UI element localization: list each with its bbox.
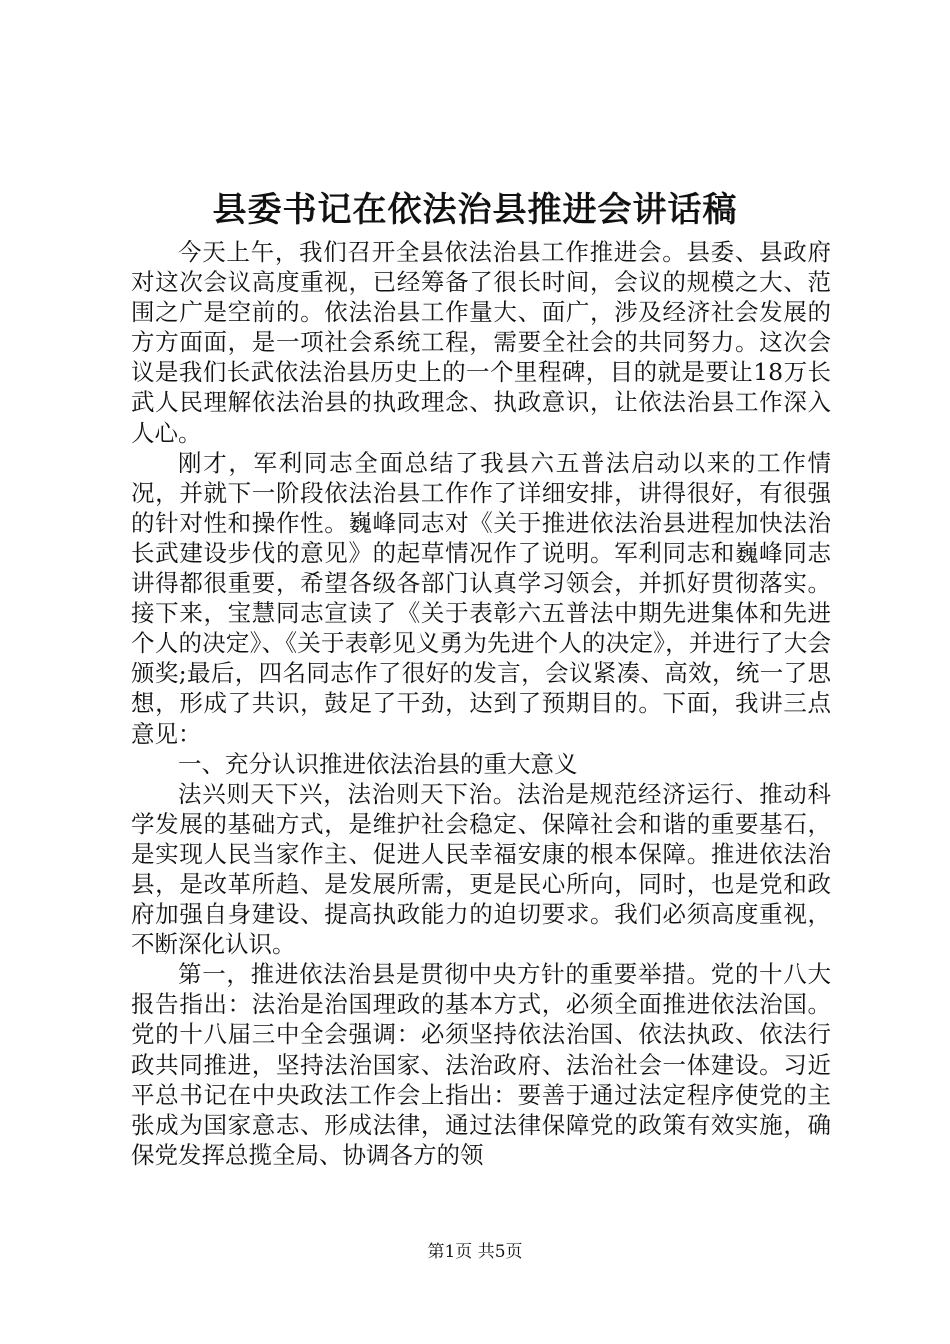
paragraph-review: 刚才，军利同志全面总结了我县六五普法启动以来的工作情况，并就下一阶段依法治县工作作了详细安排，讲得很好，有很强的针对性和操作性。巍峰同志对《关于推进依法治县进程加快法治长武建设步伐的意见》的起草情况作了说明。军利同志和巍峰同志讲得都很重要，希望各级各部门认真学习领会，并抓好贯彻落实。接下来，宝慧同志宣读了《关于表彰六五普法中期先进集体和先进个人的决定》、《关于表彰见义勇为先进个人的决定》，并进行了大会颁奖;最后，四名同志作了很好的发言，会议紧凑、高效，统一了思想，形成了共识，鼓足了干劲，达到了预期目的。下面，我讲三点意见：: [131, 448, 831, 748]
page-footer: 第1页 共5页: [427, 1242, 523, 1262]
section-heading-1: 一、充分认识推进依法治县的重大意义: [178, 749, 578, 778]
paragraph-significance: 法兴则天下兴，法治则天下治。法治是规范经济运行、推动科学发展的基础方式，是维护社会稳定、保障社会和谐的重要基石，是实现人民当家作主、促进人民幸福安康的根本保障。推进依法治县，是改革所趋、是发展所需，更是民心所向，同时，也是党和政府加强自身建设、提高执政能力的迫切要求。我们必须高度重视，不断深化认识。: [131, 779, 831, 959]
paragraph-opening: 今天上午，我们召开全县依法治县工作推进会。县委、县政府对这次会议高度重视，已经筹备了很长时间，会议的规模之大、范围之广是空前的。依法治县工作量大、面广，涉及经济社会发展的方方面面，是一项社会系统工程，需要全社会的共同努力。这次会议是我们长武依法治县历史上的一个里程碑，目的就是要让18万长武人民理解依法治县的执政理念、执政意识，让依法治县工作深入人心。: [131, 238, 831, 447]
document-title: 县委书记在依法治县推进会讲话稿: [212, 190, 738, 230]
paragraph-first-point: 第一，推进依法治县是贯彻中央方针的重要举措。党的十八大报告指出：法治是治国理政的基本方式，必须全面推进依法治国。党的十八届三中全会强调：必须坚持依法治国、依法执政、依法行政共同推进，坚持法治国家、法治政府、法治社会一体建设。习近平总书记在中央政法工作会上指出：要善于通过法定程序使党的主张成为国家意志、形成法律，通过法律保障党的政策有效实施，确保党发挥总揽全局、协调各方的领: [131, 960, 831, 1169]
document-body: [131, 237, 831, 1170]
